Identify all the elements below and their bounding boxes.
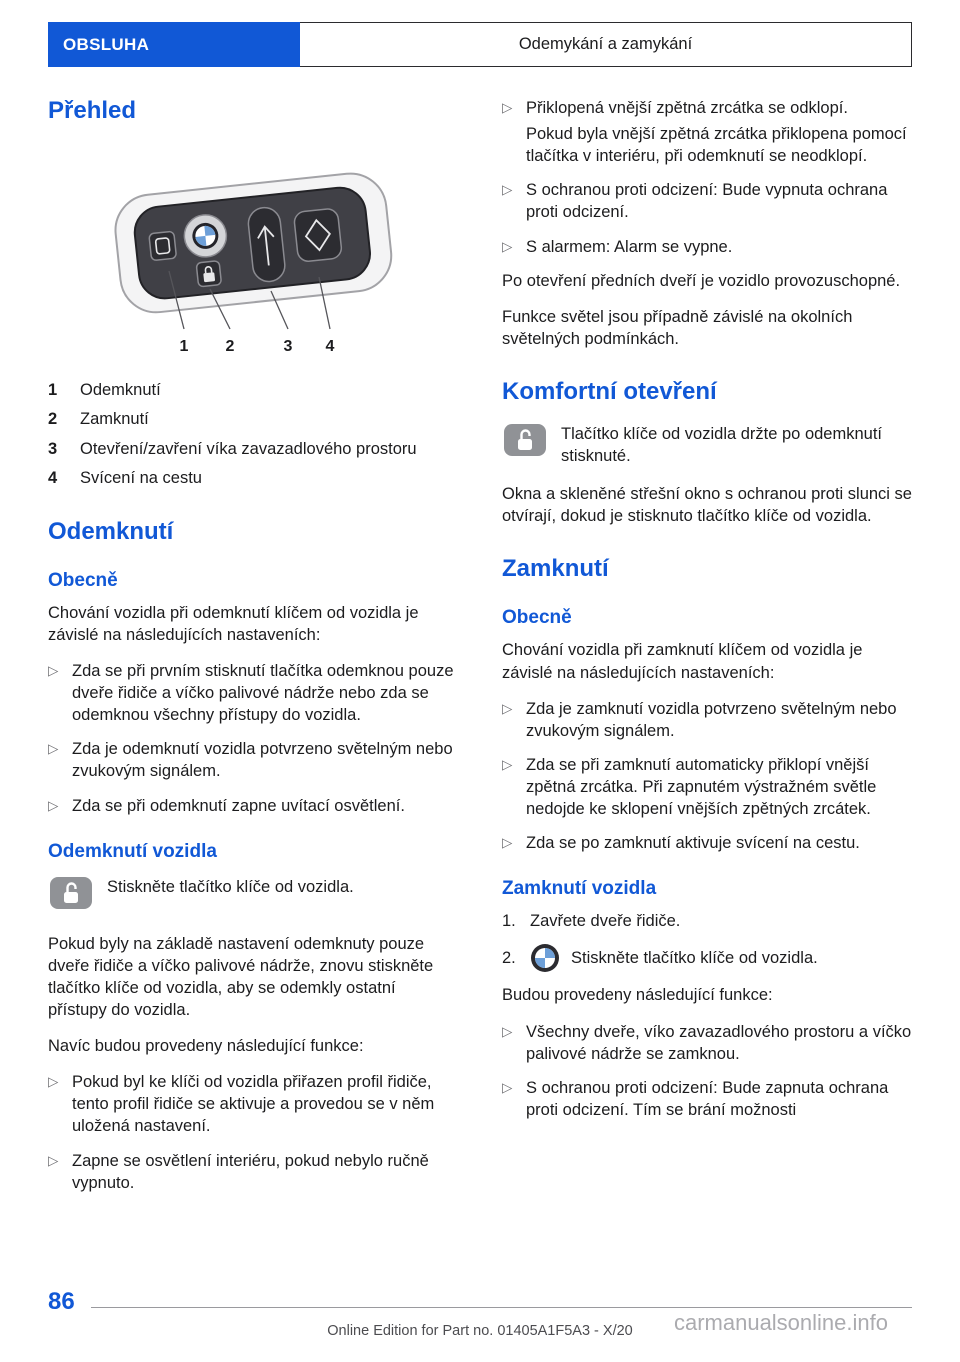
triangle-bullet-icon: ▷: [48, 1152, 59, 1168]
legend-number: 3: [48, 439, 58, 458]
unlock-general-title: Obecně: [48, 569, 118, 591]
comfort-open-p1: Okna a skleněné střešní okno s ochranou proti slunci se otvírají, dokud je stisknuto tlačítko klíče od vozidla.: [502, 485, 912, 526]
triangle-bullet-icon: ▷: [502, 700, 513, 716]
triangle-bullet-icon: ▷: [502, 182, 513, 198]
key-callout-2: 2: [225, 338, 235, 355]
left-column: [48, 97, 458, 1206]
unlock-title: Odemknutí: [48, 517, 174, 545]
legend-number: 2: [48, 410, 58, 429]
section-tab: [48, 22, 300, 67]
step-number: 1.: [502, 912, 516, 931]
step-number: 2.: [502, 949, 516, 968]
legend-item: [48, 379, 458, 401]
unlock-vehicle-p2: Navíc budou provedeny následující funkce:: [48, 1037, 364, 1056]
section-label: OBSLUHA: [63, 34, 150, 54]
bullet-text: Pokud byl ke klíči od vozidla přiřazen profil řidiče, tento profil řidiče se aktivuje a provedou se v něm uložená nastavení.: [72, 1073, 435, 1136]
bullet-text: Zapne se osvětlení interiéru, pokud nebylo ručně vypnuto.: [72, 1151, 429, 1192]
page-number: 86: [48, 1288, 75, 1315]
triangle-bullet-icon: ▷: [502, 1023, 513, 1039]
instruction-text: Tlačítko klíče od vozidla držte po odemknutí stisknuté.: [561, 424, 882, 466]
key-callout-4: 4: [325, 338, 335, 355]
bullet-text: Všechny dveře, víko zavazadlového prostoru a víčko palivové nádrže se zamknou.: [526, 1022, 912, 1063]
bullet-item: [502, 754, 912, 820]
footer-rule: [91, 1307, 912, 1308]
lock-vehicle-p1: Budou provedeny následující funkce:: [502, 986, 773, 1005]
lock-title: Zamknutí: [502, 555, 609, 583]
legend-label: Otevření/zavření víka zavazadlového prostoru: [80, 439, 417, 458]
triangle-bullet-icon: ▷: [502, 756, 513, 772]
step-text: Zavřete dveře řidiče.: [530, 912, 681, 931]
bullet-sub-text: Pokud byla vnější zpětná zrcátka přiklopena pomocí tlačítka v interiéru, při odemknutí se neodklopí.: [526, 125, 907, 166]
bullet-text: Zda je odemknutí vozidla potvrzeno světelným nebo zvukovým signálem.: [72, 740, 453, 781]
legend-label: Zamknutí: [80, 410, 149, 429]
overview-title: Přehled: [48, 97, 137, 124]
bullet-text: Zda se při prvním stisknutí tlačítka odemknou pouze dveře řidiče a víčko palivové nádrže nebo zda se odemknou všechny přístupy do vozidla.: [72, 661, 454, 725]
bullet-item: [502, 1021, 912, 1065]
legend-number: 4: [48, 469, 58, 488]
edition-note: Online Edition for Part no. 01405A1F5A3 - X/20: [327, 1323, 633, 1339]
chapter-title: Odemykání a zamykání: [518, 35, 693, 53]
page-footer: [48, 1290, 912, 1346]
key-legend: [48, 379, 458, 490]
legend-label: Svícení na cestu: [80, 469, 202, 488]
triangle-bullet-icon: ▷: [502, 100, 513, 115]
key-callout-3: 3: [283, 338, 293, 355]
bullet-text: Zda se po zamknutí aktivuje svícení na cestu.: [526, 834, 860, 853]
lock-general-intro: Chování vozidla při zamknutí klíčem od vozidla je závislé na následujících nastaveních:: [502, 641, 863, 682]
unlock-vehicle-p1: Pokud byly na základě nastavení odemknuty pouze dveře řidiče a víčko palivové nádrže, znovu stiskněte tlačítko klíče od vozidla, aby se odemkly ostatní přístupy do vozidla.: [48, 934, 434, 1019]
bullet-text: S alarmem: Alarm se vypne.: [526, 237, 733, 256]
unlock-vehicle-title: Odemknutí vozidla: [48, 840, 217, 862]
step-item: [502, 943, 912, 973]
bullet-item: [48, 1150, 458, 1194]
watermark: carmanualsonline.info: [673, 1310, 888, 1335]
bullet-item: [502, 236, 912, 258]
bullet-item: [48, 738, 458, 782]
bullet-text: Zda se při odemknutí zapne uvítací osvětlení.: [72, 796, 405, 815]
unlock-instruction: [48, 873, 458, 917]
bullet-item: [502, 179, 912, 223]
chapter-box: [300, 22, 912, 67]
bullet-text: Zda se při zamknutí automaticky přiklopí vnější zpětná zrcátka. Při zapnutém výstražném světle nedojde ke sklopení vnějších zpětných zrcátek.: [526, 755, 877, 819]
unlock-general-intro: Chování vozidla při odemknutí klíčem od vozidla je závislé na následujících nastaveních:: [48, 603, 419, 644]
bullet-item: [48, 795, 458, 817]
comfort-open-instruction: [502, 420, 912, 467]
unlock-vehicle-p4: Funkce světel jsou případně závislé na okolních světelných podmínkách.: [502, 307, 853, 348]
legend-item: [48, 467, 458, 489]
bullet-item: [502, 832, 912, 854]
triangle-bullet-icon: ▷: [48, 1074, 59, 1090]
legend-item: [48, 438, 458, 460]
lock-general-title: Obecně: [502, 607, 572, 629]
bullet-text: [526, 97, 912, 167]
comfort-open-title: Komfortní otevření: [502, 377, 717, 405]
triangle-bullet-icon: ▷: [502, 1079, 513, 1095]
legend-item: [48, 408, 458, 430]
legend-label: Odemknutí: [80, 381, 161, 399]
bullet-main-text: Přiklopená vnější zpětná zrcátka se odklopí.: [526, 99, 848, 117]
step-text: Stiskněte tlačítko klíče od vozidla.: [571, 949, 818, 968]
key-callout-1: 1: [179, 338, 189, 355]
bullet-text: S ochranou proti odcizení: Bude zapnuta ochrana proti odcizení. Tím se brání možnosti: [526, 1078, 889, 1119]
instruction-text: Stiskněte tlačítko klíče od vozidla.: [107, 877, 354, 896]
key-fob-image: [83, 139, 423, 364]
bullet-item: [502, 698, 912, 742]
unlock-button-icon: [48, 873, 94, 917]
hold-unlock-button-icon: [502, 420, 548, 467]
triangle-bullet-icon: ▷: [48, 662, 59, 678]
bullet-item: [502, 1077, 912, 1121]
triangle-bullet-icon: ▷: [48, 741, 59, 757]
step-item: [502, 910, 912, 932]
bullet-item: [48, 660, 458, 726]
bullet-item: [48, 1071, 458, 1137]
unlock-vehicle-p3: Po otevření předních dveří je vozidlo provozuschopné.: [502, 271, 901, 290]
bullet-text: Zda je zamknutí vozidla potvrzeno světelným nebo zvukovým signálem.: [526, 699, 897, 740]
key-fob-figure: [48, 139, 458, 369]
page-header: [48, 22, 912, 67]
bmw-roundel-icon: [530, 943, 560, 973]
legend-number: 1: [48, 381, 58, 399]
lock-vehicle-title: Zamknutí vozidla: [502, 878, 657, 900]
content-columns: [48, 97, 912, 1206]
right-column: [502, 97, 912, 1206]
triangle-bullet-icon: ▷: [48, 797, 59, 813]
triangle-bullet-icon: ▷: [502, 238, 513, 254]
triangle-bullet-icon: ▷: [502, 835, 513, 851]
bullet-item: [502, 97, 912, 167]
bullet-text: S ochranou proti odcizení: Bude vypnuta ochrana proti odcizení.: [526, 181, 888, 222]
